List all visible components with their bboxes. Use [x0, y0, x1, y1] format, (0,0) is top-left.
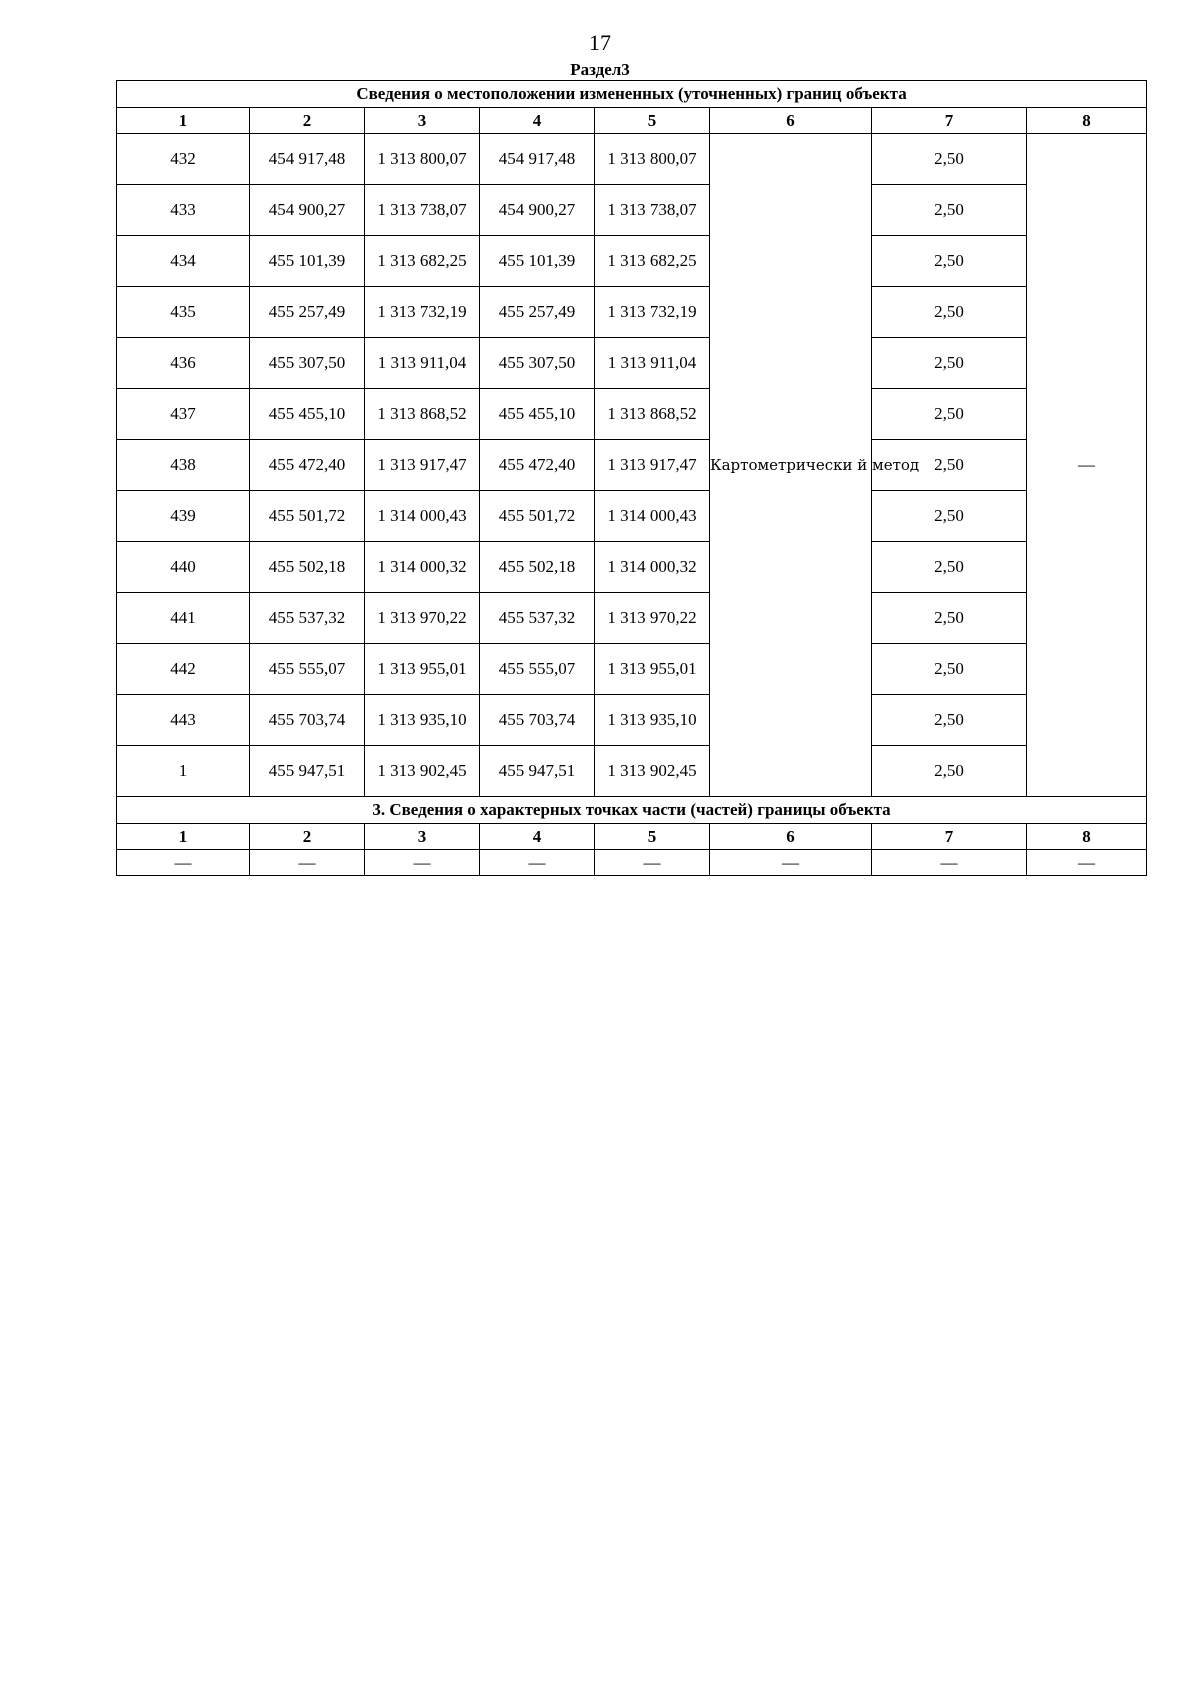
empty-cell: —	[710, 850, 872, 876]
y-new: 1 313 738,07	[595, 185, 710, 236]
column8-cell: —	[1027, 134, 1147, 797]
x-existing: 455 502,18	[250, 542, 365, 593]
point-number: 437	[117, 389, 250, 440]
x-existing: 455 472,40	[250, 440, 365, 491]
x-existing: 454 900,27	[250, 185, 365, 236]
x-existing: 455 501,72	[250, 491, 365, 542]
point-number: 435	[117, 287, 250, 338]
empty-cell: —	[1027, 850, 1147, 876]
y-existing: 1 313 955,01	[365, 644, 480, 695]
accuracy-value: 2,50	[872, 440, 1027, 491]
boundary-coordinates-table	[116, 80, 1147, 876]
y-new: 1 314 000,43	[595, 491, 710, 542]
accuracy-value: 2,50	[872, 287, 1027, 338]
y-existing: 1 313 970,22	[365, 593, 480, 644]
x-new: 455 947,51	[480, 746, 595, 797]
table-row	[117, 491, 1147, 542]
empty-cell: —	[595, 850, 710, 876]
y-new: 1 313 935,10	[595, 695, 710, 746]
table-row	[117, 389, 1147, 440]
table-row	[117, 644, 1147, 695]
accuracy-value: 2,50	[872, 134, 1027, 185]
table-row	[117, 287, 1147, 338]
table-row	[117, 746, 1147, 797]
y-existing: 1 313 800,07	[365, 134, 480, 185]
section3-column-header-8: 8	[1027, 824, 1147, 850]
accuracy-value: 2,50	[872, 491, 1027, 542]
x-existing: 455 537,32	[250, 593, 365, 644]
point-number: 438	[117, 440, 250, 491]
x-new: 455 101,39	[480, 236, 595, 287]
empty-cell: —	[117, 850, 250, 876]
accuracy-value: 2,50	[872, 236, 1027, 287]
table-title: Сведения о местоположении измененных (уточненных) границ объекта	[117, 81, 1147, 108]
section3-column-header-5: 5	[595, 824, 710, 850]
empty-cell: —	[365, 850, 480, 876]
column-header-7: 7	[872, 108, 1027, 134]
x-new: 454 917,48	[480, 134, 595, 185]
y-existing: 1 314 000,43	[365, 491, 480, 542]
section3-column-header-3: 3	[365, 824, 480, 850]
x-existing: 454 917,48	[250, 134, 365, 185]
section3-empty-row	[117, 850, 1147, 876]
y-new: 1 313 917,47	[595, 440, 710, 491]
point-number: 436	[117, 338, 250, 389]
empty-cell: —	[250, 850, 365, 876]
empty-cell: —	[480, 850, 595, 876]
table-row	[117, 593, 1147, 644]
column-header-4: 4	[480, 108, 595, 134]
column-header-5: 5	[595, 108, 710, 134]
section-label: Раздел3	[570, 60, 630, 79]
y-existing: 1 313 738,07	[365, 185, 480, 236]
y-new: 1 313 902,45	[595, 746, 710, 797]
accuracy-value: 2,50	[872, 644, 1027, 695]
point-number: 433	[117, 185, 250, 236]
accuracy-value: 2,50	[872, 593, 1027, 644]
y-existing: 1 313 868,52	[365, 389, 480, 440]
empty-cell: —	[872, 850, 1027, 876]
point-number: 1	[117, 746, 250, 797]
section3-header-row	[117, 824, 1147, 850]
y-existing: 1 313 902,45	[365, 746, 480, 797]
y-existing: 1 313 917,47	[365, 440, 480, 491]
x-existing: 455 257,49	[250, 287, 365, 338]
x-new: 455 555,07	[480, 644, 595, 695]
y-existing: 1 314 000,32	[365, 542, 480, 593]
x-new: 455 501,72	[480, 491, 595, 542]
y-existing: 1 313 682,25	[365, 236, 480, 287]
x-existing: 455 455,10	[250, 389, 365, 440]
table-row	[117, 440, 1147, 491]
y-new: 1 313 868,52	[595, 389, 710, 440]
accuracy-value: 2,50	[872, 695, 1027, 746]
column-header-row	[117, 108, 1147, 134]
x-new: 455 537,32	[480, 593, 595, 644]
point-number: 440	[117, 542, 250, 593]
x-new: 455 307,50	[480, 338, 595, 389]
section3-column-header-4: 4	[480, 824, 595, 850]
y-new: 1 313 732,19	[595, 287, 710, 338]
x-existing: 455 101,39	[250, 236, 365, 287]
table-row	[117, 236, 1147, 287]
section3-column-header-6: 6	[710, 824, 872, 850]
section3-title: 3. Сведения о характерных точках части (частей) границы объекта	[117, 797, 1147, 824]
column-header-8: 8	[1027, 108, 1147, 134]
y-new: 1 314 000,32	[595, 542, 710, 593]
y-new: 1 313 955,01	[595, 644, 710, 695]
x-new: 455 472,40	[480, 440, 595, 491]
point-number: 443	[117, 695, 250, 746]
section3-title-row	[117, 797, 1147, 824]
y-existing: 1 313 935,10	[365, 695, 480, 746]
section3-column-header-1: 1	[117, 824, 250, 850]
x-new: 454 900,27	[480, 185, 595, 236]
section3-column-header-2: 2	[250, 824, 365, 850]
y-existing: 1 313 732,19	[365, 287, 480, 338]
point-number: 439	[117, 491, 250, 542]
column-header-6: 6	[710, 108, 872, 134]
y-new: 1 313 911,04	[595, 338, 710, 389]
table-row	[117, 185, 1147, 236]
x-existing: 455 703,74	[250, 695, 365, 746]
column-header-1: 1	[117, 108, 250, 134]
accuracy-value: 2,50	[872, 185, 1027, 236]
x-new: 455 257,49	[480, 287, 595, 338]
table-row	[117, 695, 1147, 746]
x-new: 455 703,74	[480, 695, 595, 746]
x-new: 455 502,18	[480, 542, 595, 593]
x-new: 455 455,10	[480, 389, 595, 440]
y-new: 1 313 970,22	[595, 593, 710, 644]
point-number: 434	[117, 236, 250, 287]
accuracy-value: 2,50	[872, 542, 1027, 593]
x-existing: 455 947,51	[250, 746, 365, 797]
column-header-3: 3	[365, 108, 480, 134]
table-row	[117, 542, 1147, 593]
x-existing: 455 307,50	[250, 338, 365, 389]
section3-column-header-7: 7	[872, 824, 1027, 850]
accuracy-value: 2,50	[872, 746, 1027, 797]
table-row	[117, 134, 1147, 185]
x-existing: 455 555,07	[250, 644, 365, 695]
y-existing: 1 313 911,04	[365, 338, 480, 389]
accuracy-value: 2,50	[872, 338, 1027, 389]
table-title-row	[117, 81, 1147, 108]
column-header-2: 2	[250, 108, 365, 134]
point-number: 432	[117, 134, 250, 185]
table-row	[117, 338, 1147, 389]
point-number: 441	[117, 593, 250, 644]
y-new: 1 313 800,07	[595, 134, 710, 185]
point-number: 442	[117, 644, 250, 695]
y-new: 1 313 682,25	[595, 236, 710, 287]
method-cell: Картометрически й метод	[710, 134, 872, 797]
page-number: 17	[589, 30, 611, 55]
accuracy-value: 2,50	[872, 389, 1027, 440]
